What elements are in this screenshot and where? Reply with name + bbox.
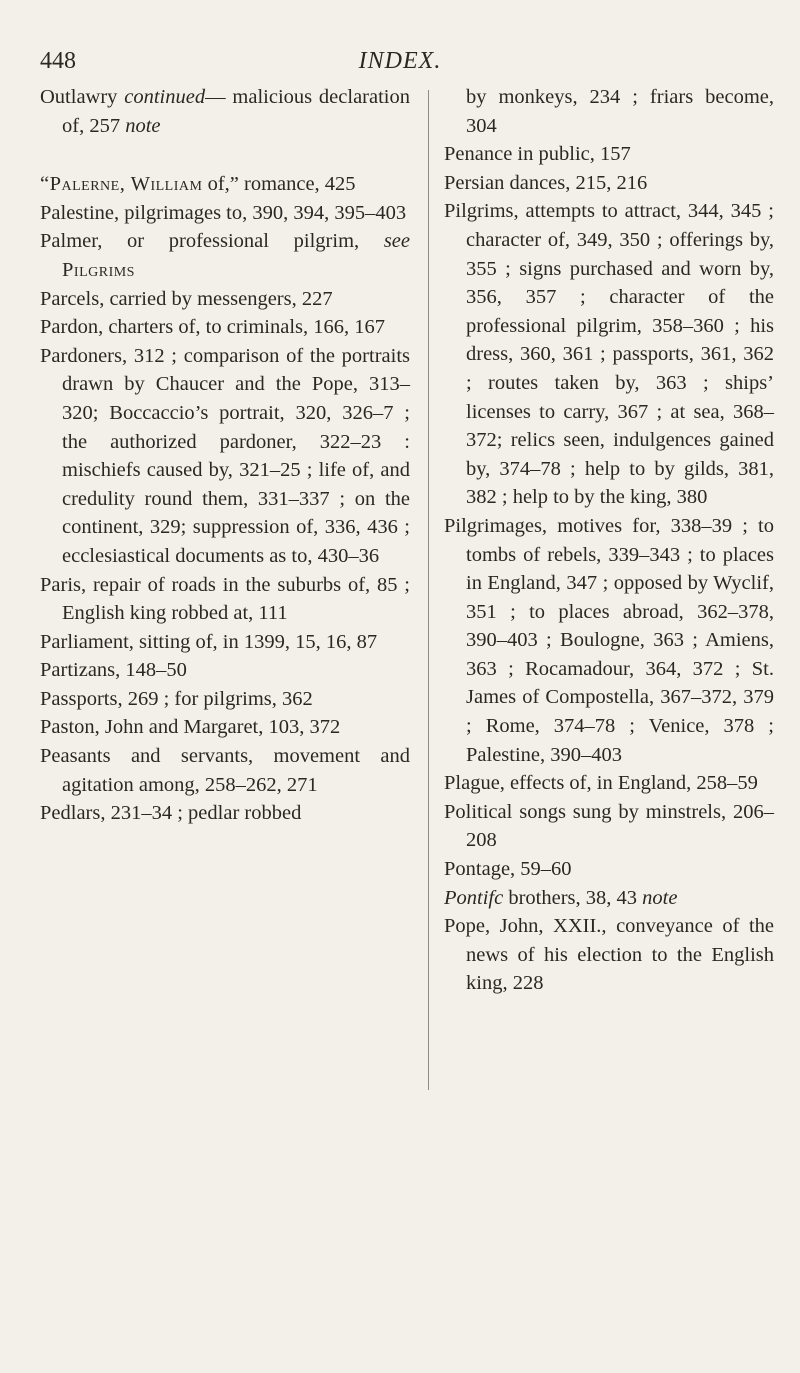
- index-entry-pilgrims: Pilgrims, attempts to attract, 344, 345 ; character of, 349, 350 ; offerings by, 355 ; signs purchased and worn by, 356, 357 ; character of the professional pilgrim, 358–360 ; his dress, 360, 361 ; passports, 361, 362 ; routes taken by, 363 ; ships’ licenses to carry, 367 ; at sea, 368–372; relics seen, indulgences gained by, 374–78 ; help to by gilds, 381, 382 ; help to by the king, 380: [444, 200, 774, 509]
- entry-text: of,” romance, 425: [202, 173, 356, 196]
- index-entry-peasants: Peasants and servants, movement and agitation among, 258–262, 271: [40, 745, 410, 796]
- index-entry-parliament: Parliament, sitting of, in 1399, 15, 16, 87: [40, 630, 378, 653]
- page-header: [0, 40, 800, 80]
- index-entry-palerne: [40, 170, 410, 199]
- right-column: [444, 83, 774, 998]
- entry-italic: Pontifc: [444, 886, 504, 909]
- index-entry-pontifc: [444, 884, 774, 913]
- index-entry-pardoners: Pardoners, 312 ; comparison of the portraits drawn by Chaucer and the Pope, 313–320; Boccaccio’s portrait, 320, 326–7 ; the authorized pardoner, 322–23 : mischiefs caused by, 321–25 ; life of, and credulity round them, 331–337 ; on the continent, 329; suppression of, 336, 436 ; ecclesiastical documents as to, 430–36: [40, 344, 410, 567]
- entry-italic: see: [383, 230, 410, 253]
- index-entry-plague: Plague, effects of, in England, 258–59: [444, 772, 758, 795]
- index-entry-pardon: Pardon, charters of, to criminals, 166, 167: [40, 316, 386, 339]
- index-entry-political-songs: Political songs sung by minstrels, 206–208: [444, 800, 774, 852]
- index-entry-persian-dances: Persian dances, 215, 216: [444, 171, 648, 194]
- index-entry-continuation: by monkeys, 234 ; friars become, 304: [466, 86, 774, 137]
- page-number: 448: [40, 48, 76, 74]
- left-column: [40, 83, 410, 828]
- index-entry-paston: Paston, John and Margaret, 103, 372: [40, 716, 341, 739]
- index-entry-pope-john: Pope, John, XXII., conveyance of the news of his election to the English king, 228: [444, 915, 774, 995]
- entry-text: — malicious declaration of, 257: [62, 86, 410, 137]
- entry-text: “Palerne, William: [40, 173, 203, 196]
- entry-italic: note: [642, 886, 678, 909]
- index-entry-palestine: Palestine, pilgrimages to, 390, 394, 395–403: [40, 201, 407, 224]
- index-entry-outlawry: [40, 83, 410, 140]
- entry-text: brothers, 38, 43: [503, 886, 643, 909]
- index-entry-penance: Penance in public, 157: [444, 143, 631, 166]
- entry-text: Pilgrims: [62, 258, 135, 281]
- index-entry-paris: Paris, repair of roads in the suburbs of, 85 ; English king robbed at, 111: [40, 573, 410, 625]
- index-entry-parcels: Parcels, carried by messengers, 227: [40, 287, 333, 310]
- column-divider: [428, 90, 429, 1090]
- entry-text: Palmer, or professional pilgrim,: [40, 230, 384, 253]
- index-entry-pilgrimages: Pilgrimages, motives for, 338–39 ; to tombs of rebels, 339–343 ; to places in England, 347 ; opposed by Wyclif, 351 ; to places abroad, 362–378, 390–403 ; Boulogne, 363 ; Amiens, 363 ; Rocamadour, 364, 372 ; St. James of Compostella, 367–372, 379 ; Rome, 374–78 ; Venice, 378 ; Palestine, 390–403: [444, 514, 774, 766]
- entry-italic: continued: [124, 86, 206, 108]
- running-head: INDEX.: [358, 48, 442, 74]
- index-entry-pedlars: Pedlars, 231–34 ; pedlar robbed: [40, 802, 302, 825]
- index-entry-partizans: Partizans, 148–50: [40, 659, 187, 682]
- spacer: [40, 140, 410, 170]
- index-entry-palmer: [40, 227, 410, 284]
- entry-italic: note: [125, 114, 161, 137]
- entry-text: Outlawry: [40, 86, 125, 108]
- index-entry-pontage: Pontage, 59–60: [444, 858, 572, 881]
- index-entry-passports: Passports, 269 ; for pilgrims, 362: [40, 687, 313, 710]
